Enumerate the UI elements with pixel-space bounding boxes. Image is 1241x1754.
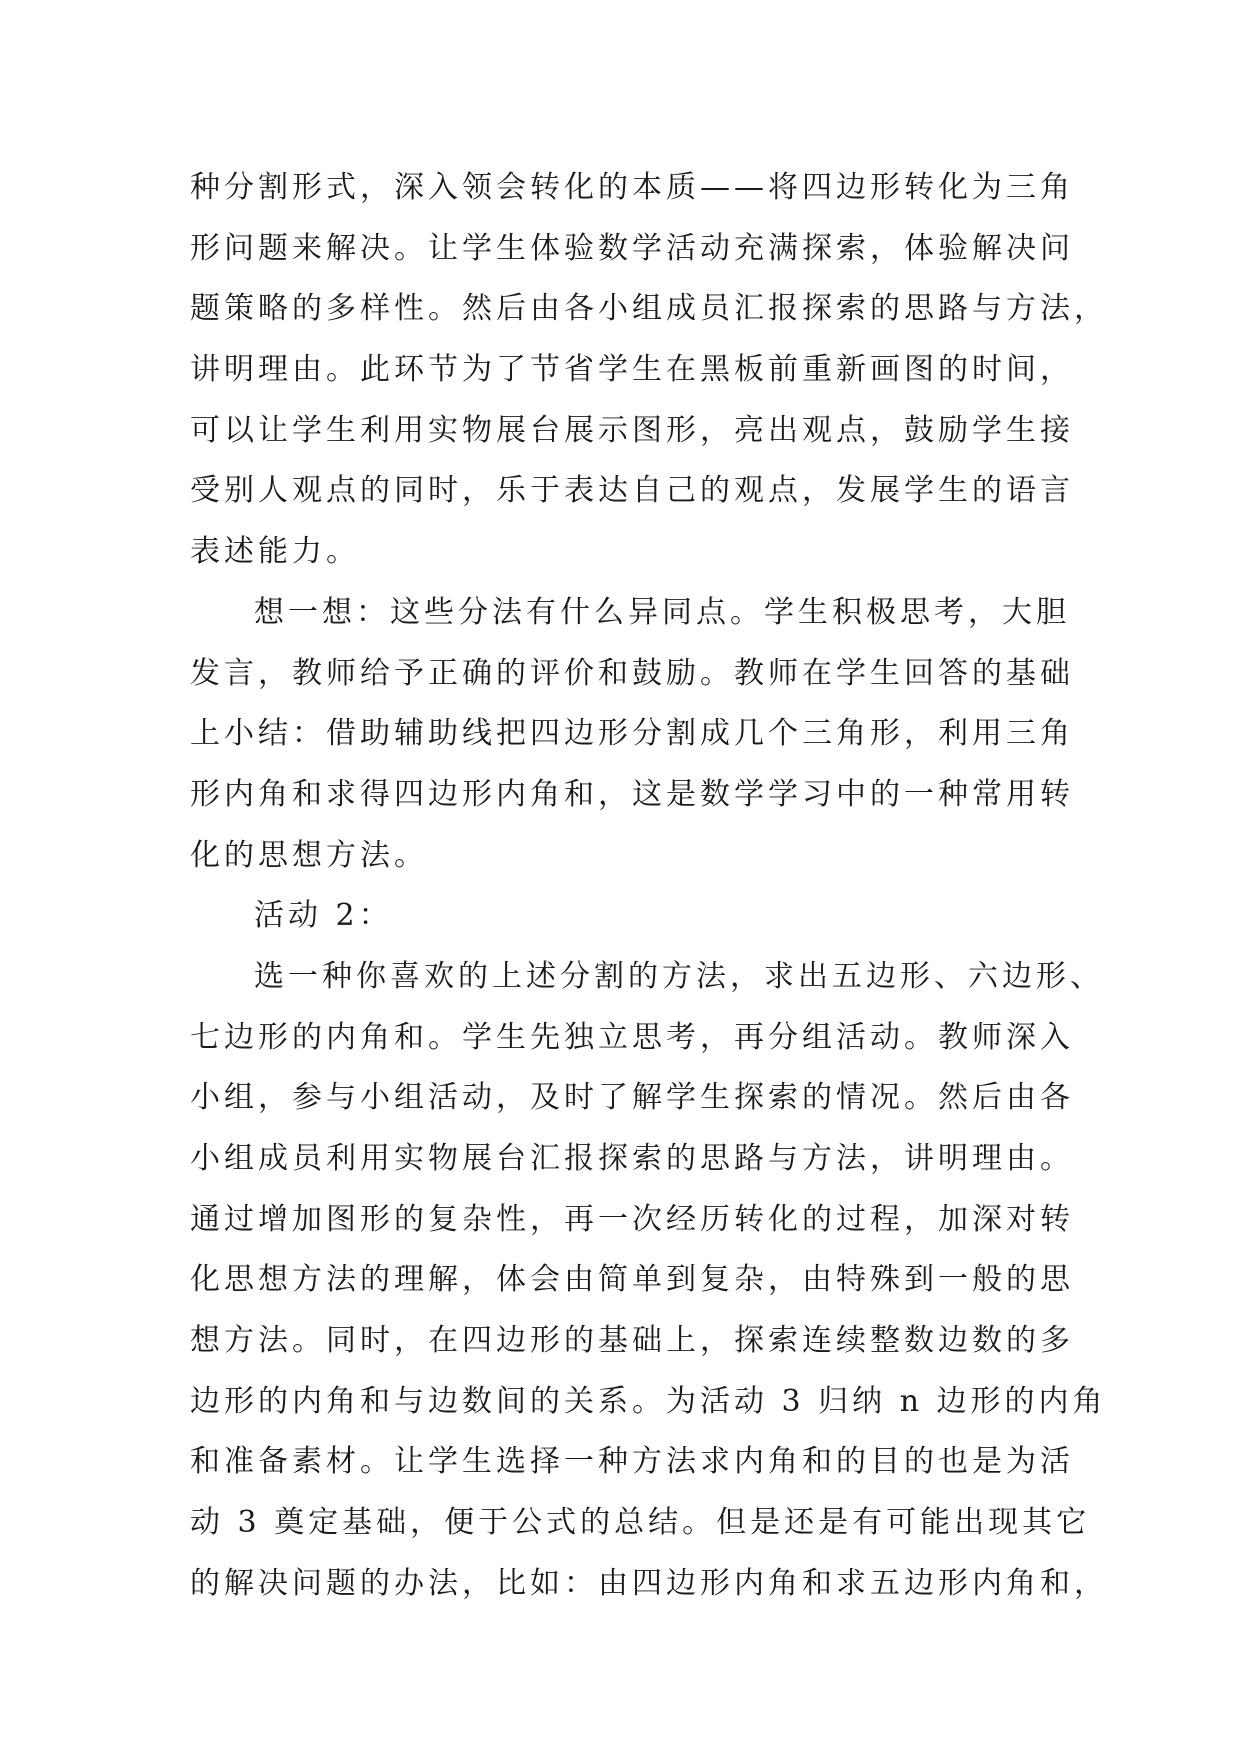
text-line: 化的思想方法。 [190, 837, 428, 873]
paragraph-first-line: 选一种你喜欢的上述分割的方法，求出五边形、六边形、 [254, 958, 1104, 994]
text-line: 发言，教师给予正确的评价和鼓励。教师在学生回答的基础 [190, 655, 1074, 691]
text-line: 和准备素材。让学生选择一种方法求内角和的目的也是为活 [190, 1444, 1074, 1480]
text-line: 想方法。同时，在四边形的基础上，探索连续整数边数的多 [190, 1323, 1074, 1359]
text-line: 种分割形式，深入领会转化的本质——将四边形转化为三角 [190, 170, 1074, 205]
text-line: 化思想方法的理解，体会由简单到复杂，由特殊到一般的思 [190, 1262, 1074, 1298]
text-line: 表述能力。 [190, 534, 360, 570]
text-line: 可以让学生利用实物展台展示图形，亮出观点，鼓励学生接 [190, 412, 1074, 448]
activity-heading: 活动 2： [254, 898, 393, 934]
body-text [190, 158, 1108, 1615]
text-line: 受别人观点的同时，乐于表达自己的观点，发展学生的语言 [190, 473, 1074, 509]
text-line: 讲明理由。此环节为了节省学生在黑板前重新画图的时间， [190, 352, 1074, 388]
text-line: 题策略的多样性。然后由各小组成员汇报探索的思路与方法， [190, 291, 1108, 327]
text-line: 边形的内角和与边数间的关系。为活动 3 归纳 n 边形的内角 [190, 1383, 1107, 1419]
text-line: 形内角和求得四边形内角和，这是数学学习中的一种常用转 [190, 776, 1074, 812]
paragraph-first-line: 想一想：这些分法有什么异同点。学生积极思考，大胆 [254, 594, 1070, 630]
text-line: 小组，参与小组活动，及时了解学生探索的情况。然后由各 [190, 1080, 1074, 1116]
text-line: 上小结：借助辅助线把四边形分割成几个三角形，利用三角 [190, 716, 1074, 752]
text-line: 小组成员利用实物展台汇报探索的思路与方法，讲明理由。 [190, 1141, 1074, 1176]
text-line: 形问题来解决。让学生体验数学活动充满探索，体验解决问 [190, 230, 1074, 266]
text-line: 七边形的内角和。学生先独立思考，再分组活动。教师深入 [190, 1019, 1074, 1055]
text-line: 通过增加图形的复杂性，再一次经历转化的过程，加深对转 [190, 1201, 1074, 1237]
text-line: 的解决问题的办法，比如：由四边形内角和求五边形内角和， [190, 1565, 1108, 1601]
text-line: 动 3 奠定基础，便于公式的总结。但是还是有可能出现其它 [190, 1505, 1091, 1541]
